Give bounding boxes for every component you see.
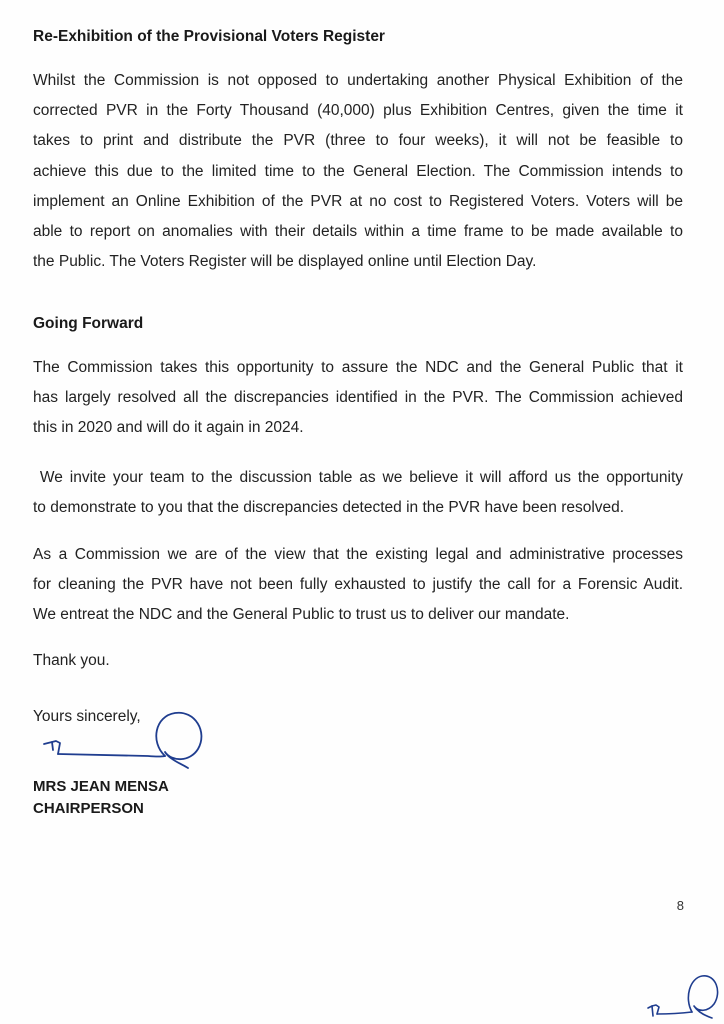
valediction: Yours sincerely, xyxy=(33,708,141,725)
paragraph-line: We invite your team to the discussion table as we believe it will afford us the opportunity xyxy=(33,469,683,486)
paragraph-line: achieve this due to the limited time to the General Election. The Commission intends to xyxy=(33,162,683,180)
section-heading-re-exhibition: Re-Exhibition of the Provisional Voters Register xyxy=(33,28,385,45)
paragraph-line: As a Commission we are of the view that the existing legal and administrative processes xyxy=(33,546,683,563)
paragraph-line: implement an Online Exhibition of the PVR at no cost to Registered Voters. Voters will be xyxy=(33,192,683,210)
section-heading-going-forward: Going Forward xyxy=(33,315,144,332)
paragraph-line: this in 2020 and will do it again in 2024. xyxy=(33,419,304,437)
paragraph-line: able to report on anomalies with their details within a time frame to be made available to xyxy=(33,223,683,241)
signatory-title: CHAIRPERSON xyxy=(33,800,144,817)
paragraph-line: the Public. The Voters Register will be displayed online until Election Day. xyxy=(33,253,537,271)
paragraph-assurance xyxy=(33,353,683,444)
paragraph-line: The Commission takes this opportunity to assure the NDC and the General Public that it xyxy=(33,359,683,376)
paragraph-line: Whilst the Commission is not opposed to undertaking another Physical Exhibition of the xyxy=(33,72,683,89)
paragraph-re-exhibition xyxy=(33,66,683,277)
paragraph-invitation xyxy=(33,463,683,523)
signatory-name: MRS JEAN MENSA xyxy=(33,778,169,795)
handwritten-signature xyxy=(30,704,205,779)
paragraph-line: to demonstrate to you that the discrepancies detected in the PVR have been resolved. xyxy=(33,499,625,517)
paragraph-line: for cleaning the PVR have not been fully exhausted to justify the call for a Forensic Audit. xyxy=(33,576,683,594)
page-number: 8 xyxy=(676,898,684,913)
initials-mark xyxy=(640,968,724,1024)
paragraph-line: corrected PVR in the Forty Thousand (40,000) plus Exhibition Centres, given the time it xyxy=(33,102,683,120)
paragraph-line: has largely resolved all the discrepancies identified in the PVR. The Commission achieved xyxy=(33,389,683,407)
paragraph-line: takes to print and distribute the PVR (three to four weeks), it will not be feasible to xyxy=(33,132,683,150)
thank-you-line: Thank you. xyxy=(33,652,110,669)
paragraph-forensic-audit xyxy=(33,540,683,631)
paragraph-line: We entreat the NDC and the General Public to trust us to deliver our mandate. xyxy=(33,606,570,624)
